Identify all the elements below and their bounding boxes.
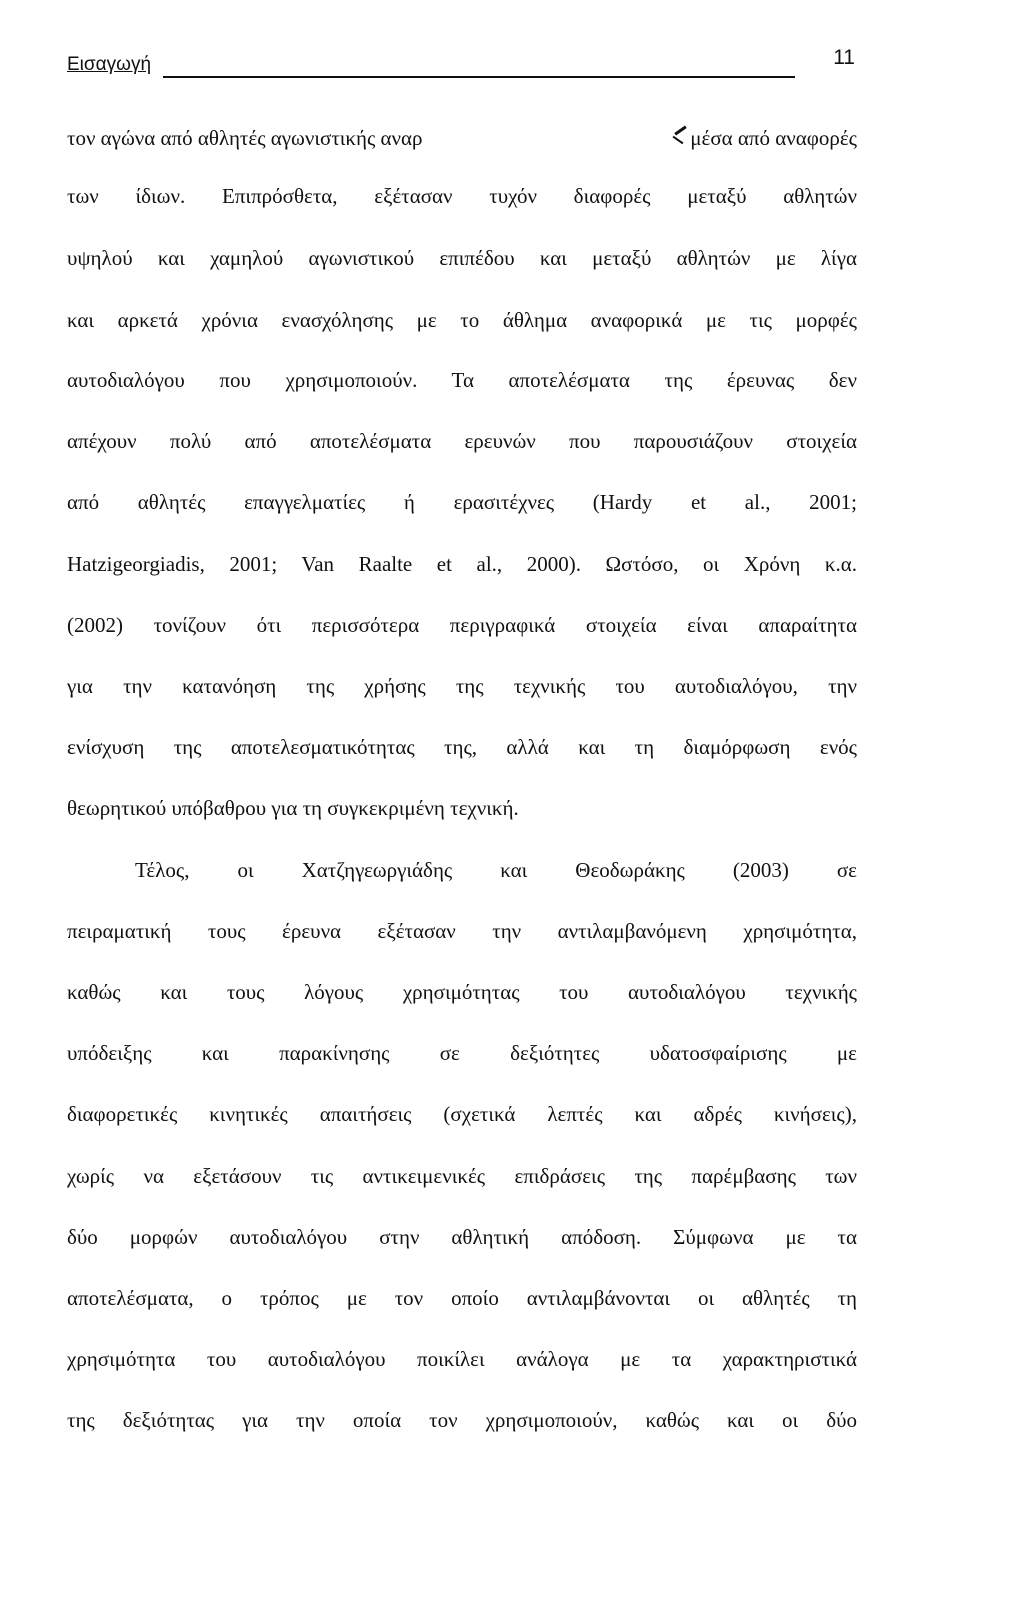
- text-line: των ίδιων. Επιπρόσθετα, εξέτασαν τυχόν διαφορές μεταξύ αθλητών: [67, 184, 857, 208]
- page-number: 11: [833, 46, 855, 69]
- chapter-title: Εισαγωγή: [67, 54, 152, 75]
- text-line: δύο μορφών αυτοδιαλόγου στην αθλητική απόδοση. Σύμφωνα με τα: [67, 1225, 857, 1249]
- header-rule: [163, 76, 795, 78]
- text-fragment-right: [671, 124, 857, 152]
- running-header: [67, 46, 855, 82]
- text-line: θεωρητικού υπόβαθρου για τη συγκεκριμένη τεχνική.: [67, 796, 519, 820]
- text-line: αυτοδιαλόγου που χρησιμοποιούν. Τα αποτελέσματα της έρευνας δεν: [67, 368, 857, 392]
- text-line: (2002) τονίζουν ότι περισσότερα περιγραφικά στοιχεία είναι απαραίτητα: [67, 613, 857, 637]
- text-line: υπόδειξης και παρακίνησης σε δεξιότητες υδατοσφαίρισης με: [67, 1041, 857, 1065]
- text-line: ενίσχυση της αποτελεσματικότητας της, αλλά και τη διαμόρφωση ενός: [67, 735, 857, 759]
- text-line: από αθλητές επαγγελματίες ή ερασιτέχνες (Hardy et al., 2001;: [67, 490, 857, 514]
- text-line: της δεξιότητας για την οποία τον χρησιμοποιούν, καθώς και οι δύο: [67, 1408, 857, 1432]
- text-line: καθώς και τους λόγους χρησιμότητας του αυτοδιαλόγου τεχνικής: [67, 980, 857, 1004]
- text-line: υψηλού και χαμηλού αγωνιστικού επιπέδου και μεταξύ αθλητών με λίγα: [67, 246, 857, 270]
- text-line: [67, 124, 857, 152]
- text-line: Hatzigeorgiadis, 2001; Van Raalte et al., 2000). Ωστόσο, οι Χρόνη κ.α.: [67, 552, 857, 576]
- text-line: για την κατανόηση της χρήσης της τεχνικής του αυτοδιαλόγου, την: [67, 674, 857, 698]
- text-line: πειραματική τους έρευνα εξέτασαν την αντιλαμβανόμενη χρησιμότητα,: [67, 919, 857, 943]
- text-line: χωρίς να εξετάσουν τις αντικειμενικές επιδράσεις της παρέμβασης των: [67, 1164, 857, 1188]
- text-line: διαφορετικές κινητικές απαιτήσεις (σχετικά λεπτές και αδρές κινήσεις),: [67, 1102, 857, 1126]
- text-line: αποτελέσματα, ο τρόπος με τον οποίο αντιλαμβάνονται οι αθλητές τη: [67, 1286, 857, 1310]
- smudge-mark-icon: [671, 125, 689, 149]
- text-line: απέχουν πολύ από αποτελέσματα ερευνών που παρουσιάζουν στοιχεία: [67, 429, 857, 453]
- text-fragment-left: τον αγώνα από αθλητές αγωνιστικής αναρ: [67, 126, 423, 150]
- text-line: χρησιμότητα του αυτοδιαλόγου ποικίλει ανάλογα με τα χαρακτηριστικά: [67, 1347, 857, 1371]
- text-fragment-right-text: μέσα από αναφορές: [690, 126, 857, 150]
- paragraph-first-line: Τέλος, οι Χατζηγεωργιάδης και Θεοδωράκης (2003) σε: [135, 858, 857, 882]
- text-line: και αρκετά χρόνια ενασχόλησης με το άθλημα αναφορικά με τις μορφές: [67, 308, 857, 332]
